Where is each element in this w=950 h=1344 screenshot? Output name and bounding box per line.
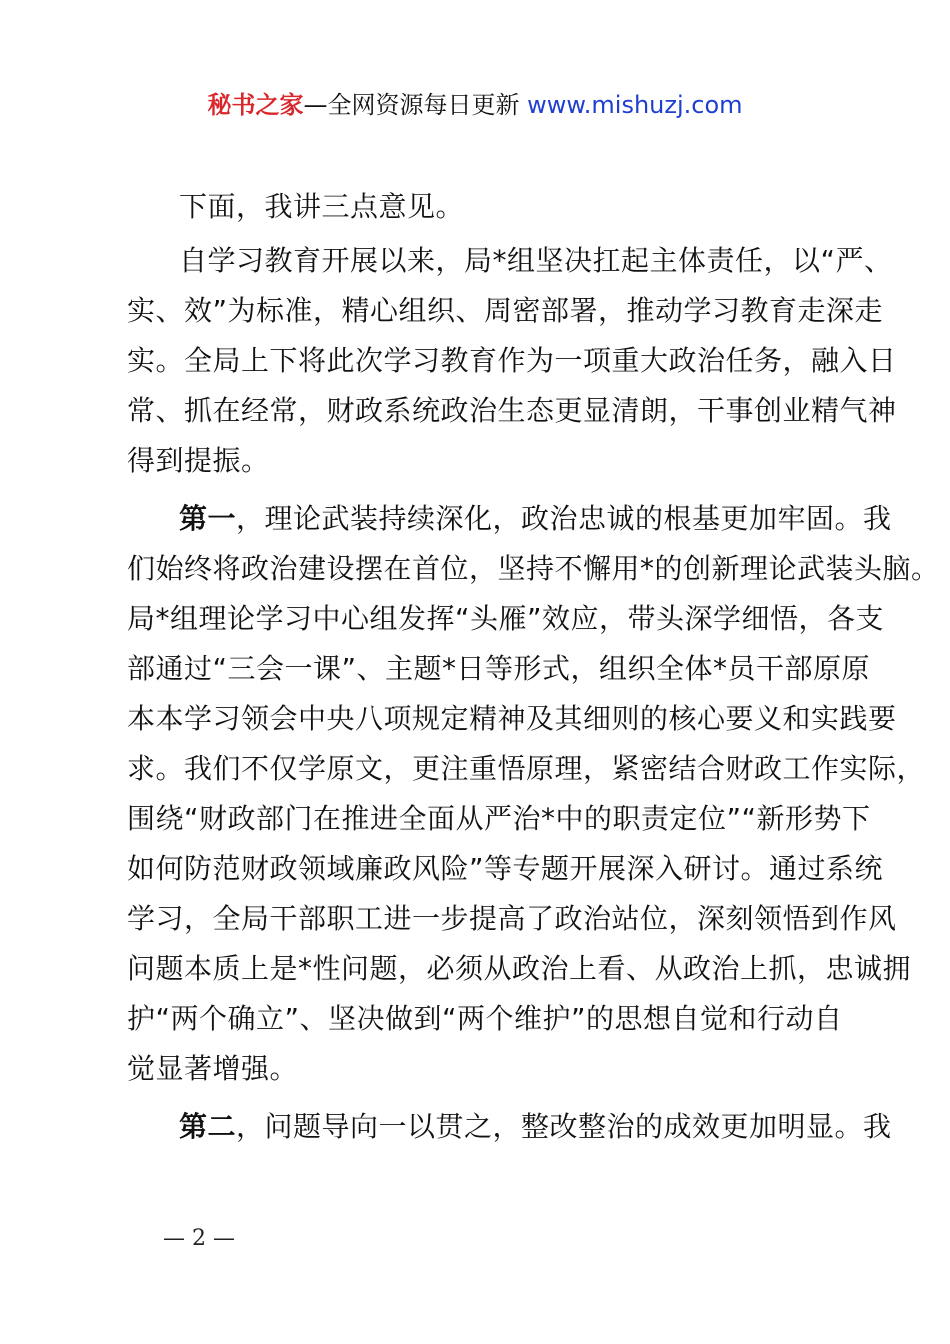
paragraph-1 [127,182,837,232]
paragraph-line: 求。我们不仅学原文，更注重悟原理，紧密结合财政工作实际， [127,752,926,785]
paragraph-line: 本本学习领会中央八项规定精神及其细则的核心要义和实践要 [127,702,897,735]
paragraph-line [127,494,892,544]
paragraph-line-rest: ，问题导向一以贯之，整改整治的成效更加明显。我 [236,1110,892,1143]
paragraph-line: 常、抓在经常，财政系统政治生态更显清朗，干事创业精气神 [127,394,897,427]
paragraph-line: 问题本质上是*性问题，必须从政治上看、从政治上抓，忠诚拥 [127,952,912,985]
paragraph-line [127,1102,892,1152]
paragraph-line: 部通过“三会一课”、主题*日等形式，组织全体*员干部原原 [127,652,871,685]
paragraph-line: 实、效”为标准，精心组织、周密部署，推动学习教育走深走 [127,294,884,327]
paragraph-2 [127,236,897,486]
brand-url: www.mishuzj.com [527,91,743,119]
paragraph-line: 局*组理论学习中心组发挥“头雁”效应，带头深学细悟，各支 [127,602,885,635]
section-lead-second: 第二 [179,1110,237,1143]
paragraph-3 [127,494,940,1094]
paragraph-line: 觉显著增强。 [127,1052,299,1085]
paragraph-line: 下面，我讲三点意见。 [179,190,465,223]
section-lead-first: 第一 [179,502,237,535]
paragraph-line: 实。全局上下将此次学习教育作为一项重大政治任务，融入日 [127,344,897,377]
paragraph-line-rest: ，理论武装持续深化，政治忠诚的根基更加牢固。我 [236,502,892,535]
paragraph-line: 自学习教育开展以来，局*组坚决扛起主体责任，以“严、 [179,244,893,277]
page-number: — 2 — [163,1226,235,1251]
document-body [127,182,940,1152]
site-watermark-header [0,88,950,122]
brand-tagline: —全网资源每日更新 [303,91,528,119]
paragraph-line: 学习，全局干部职工进一步提高了政治站位，深刻领悟到作风 [127,902,897,935]
paragraph-line: 们始终将政治建设摆在首位，坚持不懈用*的创新理论武装头脑。 [127,552,940,585]
paragraph-line: 如何防范财政领域廉政风险”等专题开展深入研讨。通过系统 [127,852,884,885]
paragraph-4 [127,1102,892,1152]
paragraph-line: 围绕“财政部门在推进全面从严治*中的职责定位”“新形势下 [127,802,871,835]
paragraph-line: 护“两个确立”、坚决做到“两个维护”的思想自觉和行动自 [127,1002,843,1035]
paragraph-line: 得到提振。 [127,444,270,477]
brand-name: 秘书之家 [207,91,304,119]
